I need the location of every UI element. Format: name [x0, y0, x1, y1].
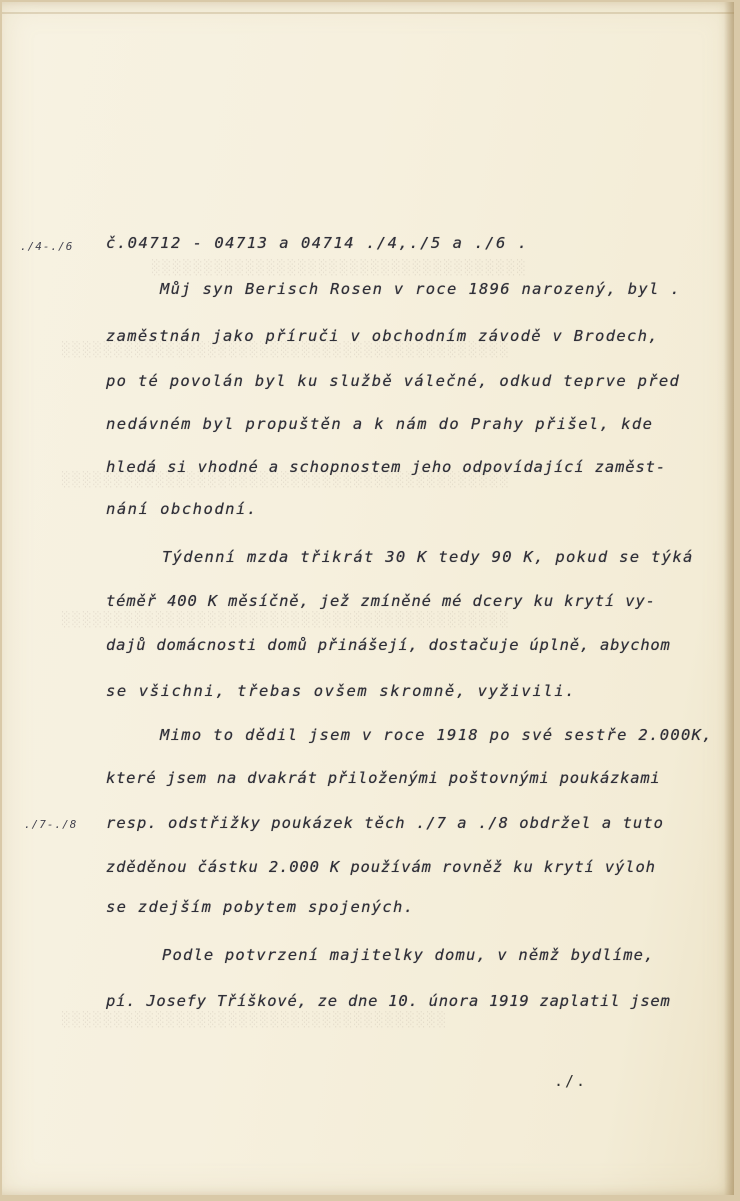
page-top-crease — [2, 12, 734, 14]
bleed-through-texture: ░░░░░░░░░░░░░░░░░░░░░░░░░░░░░░░░░░░░░░░░░░░ — [62, 342, 511, 358]
text-line: hledá si vhodné a schopnostem jeho odpovídající zaměst- — [106, 458, 666, 476]
document-page — [2, 2, 734, 1195]
text-line: Mimo to dědil jsem v roce 1918 po své sestře 2.000K, — [160, 726, 713, 744]
text-line: zaměstnán jako příruči v obchodním závodě v Brodech, — [106, 327, 659, 345]
text-line: resp. odstřižky poukázek těch ./7 a ./8 obdržel a tuto — [106, 814, 664, 832]
page-edge-shadow — [724, 2, 734, 1195]
continuation-mark: ./. — [554, 1072, 588, 1090]
text-line: se zdejším pobytem spojených. — [106, 898, 415, 916]
margin-note-middle: ./7-./8 — [24, 818, 78, 831]
text-line: Můj syn Berisch Rosen v roce 1896 narozený, byl . — [160, 280, 681, 298]
text-line: Podle potvrzení majitelky domu, v němž bydlíme, — [162, 946, 655, 964]
text-line: zděděnou částku 2.000 K používám rovněž ku krytí výloh — [106, 858, 656, 876]
text-line: dajů domácnosti domů přinášejí, dostačuje úplně, abychom — [106, 636, 671, 654]
text-line: téměř 400 K měsíčně, jež zmíněné mé dcery ku krytí vy- — [106, 592, 656, 610]
document-reference-line: č.04712 - 04713 a 04714 ./4,./5 a ./6 . — [106, 234, 529, 252]
text-line: nání obchodní. — [106, 500, 258, 518]
text-line: nedávném byl propuštěn a k nám do Prahy přišel, kde — [106, 415, 654, 433]
text-line: Týdenní mzda třikrát 30 K tedy 90 K, pokud se týká — [162, 548, 694, 566]
bleed-through-texture: ░░░░░░░░░░░░░░░░░░░░░░░░░░░░░░░░░░░░░░░░░░░ — [62, 612, 511, 628]
bleed-through-texture: ░░░░░░░░░░░░░░░░░░░░░░░░░░░░░░░░░░░░ — [152, 260, 528, 276]
bleed-through-texture: ░░░░░░░░░░░░░░░░░░░░░░░░░░░░░░░░░░░░░░░░░░░ — [62, 472, 511, 488]
bleed-through-texture: ░░░░░░░░░░░░░░░░░░░░░░░░░░░░░░░░░░░░░ — [62, 1012, 448, 1028]
text-line: po té povolán byl ku službě válečné, odkud teprve před — [106, 372, 681, 390]
text-line: které jsem na dvakrát přiloženými poštovnými poukázkami — [106, 769, 661, 787]
text-line: pí. Josefy Tříškové, ze dne 10. února 1919 zaplatil jsem — [106, 992, 671, 1010]
margin-note-top: ./4-./6 — [20, 240, 74, 253]
text-line: se všichni, třebas ovšem skromně, vyživili. — [106, 682, 577, 700]
